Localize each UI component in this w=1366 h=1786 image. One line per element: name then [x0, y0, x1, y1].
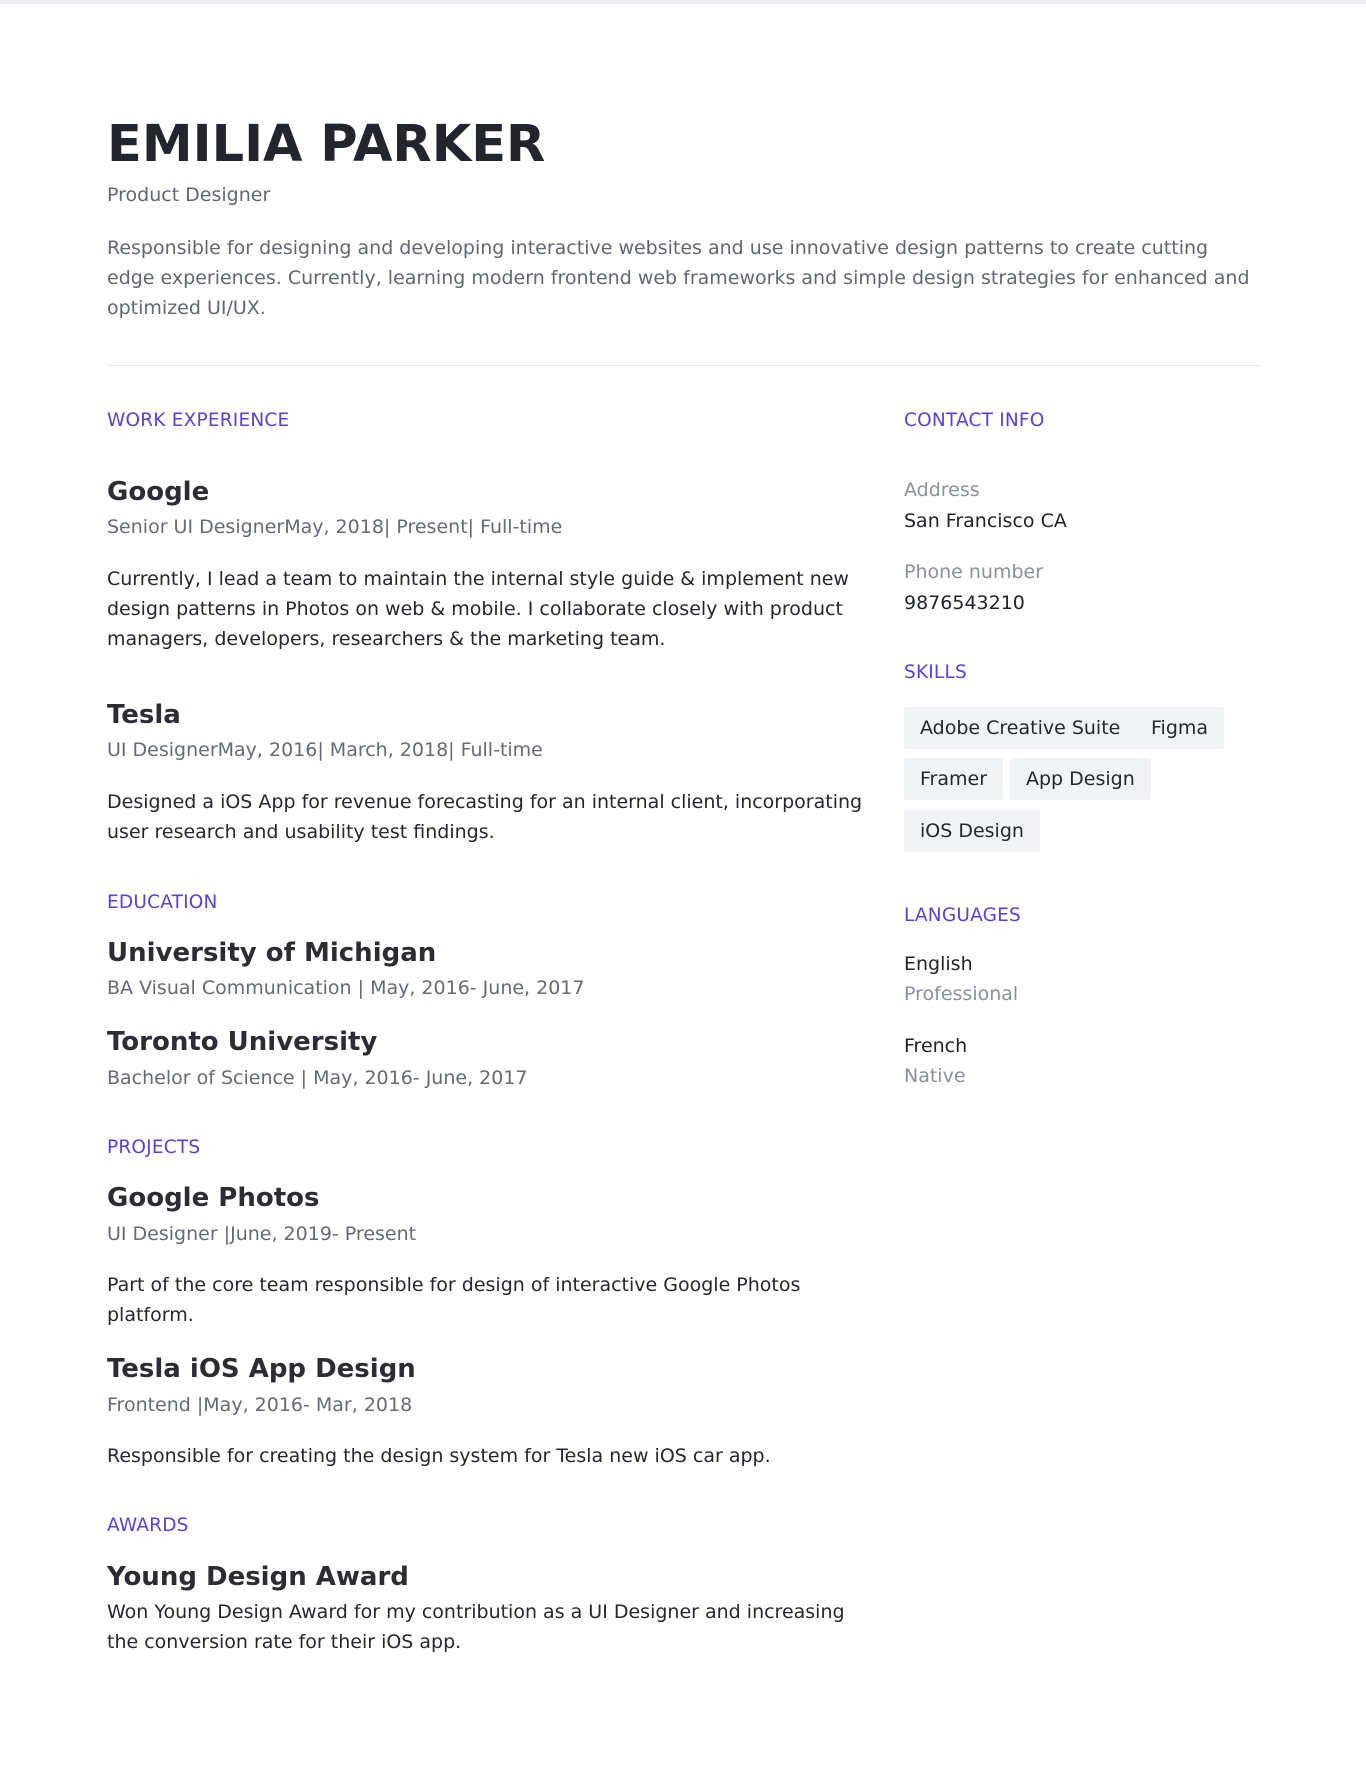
skills-heading: SKILLS [904, 662, 967, 683]
header-divider [107, 365, 1259, 366]
education-heading: EDUCATION [107, 892, 218, 913]
candidate-role: Product Designer [107, 184, 271, 206]
language-name: English [904, 953, 973, 975]
skill-chip: Figma [1135, 707, 1224, 749]
education-school: Toronto University [107, 1027, 378, 1057]
skill-chip: Adobe Creative Suite [904, 707, 1136, 749]
project-description: Responsible for creating the design system for Tesla new iOS car app. [107, 1445, 771, 1467]
project-name: Google Photos [107, 1183, 320, 1213]
project-meta: Frontend |May, 2016- Mar, 2018 [107, 1394, 413, 1416]
address-label: Address [904, 479, 980, 501]
work-meta: UI DesignerMay, 2016| March, 2018| Full-time [107, 739, 543, 761]
education-meta: BA Visual Communication | May, 2016- June, 2017 [107, 977, 585, 999]
phone-label: Phone number [904, 561, 1044, 583]
award-name: Young Design Award [107, 1562, 409, 1592]
contact-heading: CONTACT INFO [904, 410, 1045, 431]
languages-heading: LANGUAGES [904, 905, 1022, 926]
address-value: San Francisco CA [904, 510, 1067, 532]
top-border [0, 0, 1366, 4]
education-meta: Bachelor of Science | May, 2016- June, 2017 [107, 1067, 528, 1089]
work-meta: Senior UI DesignerMay, 2018| Present| Full-time [107, 516, 563, 538]
language-level: Native [904, 1065, 966, 1087]
project-meta: UI Designer |June, 2019- Present [107, 1223, 417, 1245]
skill-chip: iOS Design [904, 810, 1040, 852]
work-description: Designed a iOS App for revenue forecasting for an internal client, incorporating user research and usability test findings. [107, 791, 863, 843]
work-company: Google [107, 477, 210, 507]
project-name: Tesla iOS App Design [107, 1354, 416, 1384]
language-name: French [904, 1035, 968, 1057]
award-description: Won Young Design Award for my contribution as a UI Designer and increasing the conversion rate for their iOS app. [107, 1601, 845, 1653]
work-experience-heading: WORK EXPERIENCE [107, 410, 290, 431]
project-description: Part of the core team responsible for design of interactive Google Photos platform. [107, 1274, 801, 1326]
phone-value: 9876543210 [904, 592, 1025, 614]
profile-summary: Responsible for designing and developing interactive websites and use innovative design patterns to create cutting edge experiences. Currently, learning modern frontend web frameworks and simple design strategies for enhanced and optimized UI/UX. [107, 237, 1250, 319]
language-level: Professional [904, 983, 1019, 1005]
projects-heading: PROJECTS [107, 1137, 201, 1158]
skill-chip: Framer [904, 758, 1003, 800]
candidate-name: EMILIA PARKER [107, 115, 546, 174]
skill-chip: App Design [1010, 758, 1151, 800]
work-description: Currently, I lead a team to maintain the internal style guide & implement new design patterns in Photos on web & mobile. I collaborate closely with product managers, developers, researchers & the marketing team. [107, 568, 849, 650]
awards-heading: AWARDS [107, 1515, 189, 1536]
education-school: University of Michigan [107, 938, 437, 968]
work-company: Tesla [107, 700, 181, 730]
